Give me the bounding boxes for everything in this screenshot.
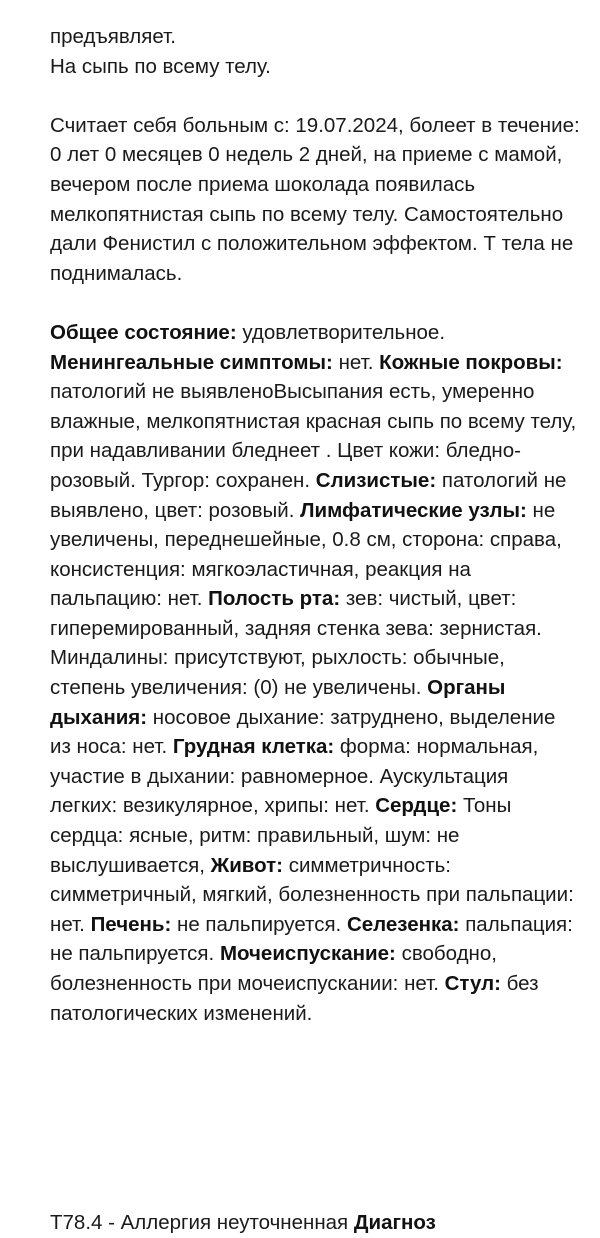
status-label-oral-cavity: Полость рта: xyxy=(208,587,341,611)
status-label-stool: Стул: xyxy=(444,972,501,995)
status-value-urination: свободно, болезненность при мочеиспускании: нет. xyxy=(50,942,497,995)
status-label-heart: Сердце: xyxy=(375,794,458,818)
paragraph-gap xyxy=(50,288,580,318)
status-label-chest: Грудная клетка: xyxy=(172,735,335,759)
status-value-liver: не пальпируется. xyxy=(171,912,347,936)
status-label-mucosa: Слизистые: xyxy=(315,468,437,492)
objective-status-section xyxy=(50,318,580,1028)
complaints-line-1: предъявляет. xyxy=(50,25,176,48)
status-label-skin: Кожные покровы: xyxy=(379,350,563,374)
status-value-spleen: пальпация: не пальпируется. xyxy=(50,912,573,966)
status-label-meningeal: Менингеальные симптомы: xyxy=(50,350,333,374)
complaints-line-2: На сыпь по всему телу. xyxy=(50,54,271,78)
diagnosis-code-text: T78.4 - Аллергия неуточненная xyxy=(50,1211,354,1234)
status-value-skin: патологий не выявленоВысыпания есть, умеренно влажные, мелкопятнистая красная сыпь по всему телу, при надавливании бледнеет . Цвет кожи: бледно-розовый. Тургор: сохранен. xyxy=(50,380,577,492)
status-label-spleen: Селезенка: xyxy=(346,912,460,936)
status-value-oral-cavity: зев: чистый, цвет: гиперемированный, задняя стенка зева: зернистая. Миндалины: присутствуют, рыхлость: обычные, степень увеличения: (0) не увеличены. xyxy=(50,587,542,700)
status-value-stool: без патологических изменений. xyxy=(50,972,539,1025)
complaints-section xyxy=(50,22,580,81)
document-body xyxy=(50,22,580,1028)
anamnesis-section xyxy=(50,111,580,289)
paragraph-gap xyxy=(50,81,580,111)
anamnesis-text: Считает себя больным с: 19.07.2024, болеет в течение: 0 лет 0 месяцев 0 недель 2 дней, на приеме с мамой, вечером после приема шоколада появилась мелкопятнистая сыпь по всему телу. Самостоятельно дали Фенистил с положительном эффектом. Т тела не поднималась. xyxy=(50,113,580,285)
status-label-lymph-nodes: Лимфатические узлы: xyxy=(300,498,527,522)
status-value-meningeal: нет. xyxy=(332,350,380,374)
status-label-liver: Печень: xyxy=(90,912,172,936)
status-label-respiratory: Органы дыхания: xyxy=(50,676,506,729)
status-value-respiratory: носовое дыхание: затруднено, выделение из носа: нет. xyxy=(50,705,556,759)
status-value-chest: форма: нормальная, участие в дыхании: равномерное. Аускультация легких: везикулярное, хрипы: нет. xyxy=(50,735,539,818)
status-value-mucosa: патологий не выявлено, цвет: розовый. xyxy=(50,468,567,522)
status-label-abdomen: Живот: xyxy=(210,853,284,877)
diagnosis-label: Диагноз xyxy=(353,1211,436,1234)
status-value-heart: Тоны сердца: ясные, ритм: правильный, шум: не выслушивается, xyxy=(50,794,512,877)
status-value-lymph-nodes: не увеличены, переднешейные, 0.8 см, сторона: справа, консистенция: мягкоэластичная, реакция на пальпацию: нет. xyxy=(50,498,562,611)
status-value-general: удовлетворительное. xyxy=(236,320,446,344)
status-label-urination: Мочеиспускание: xyxy=(219,942,396,966)
status-value-abdomen: симметричность: симметричный, мягкий, болезненность при пальпации: нет. xyxy=(50,853,574,936)
status-label-general: Общее состояние: xyxy=(50,320,237,344)
